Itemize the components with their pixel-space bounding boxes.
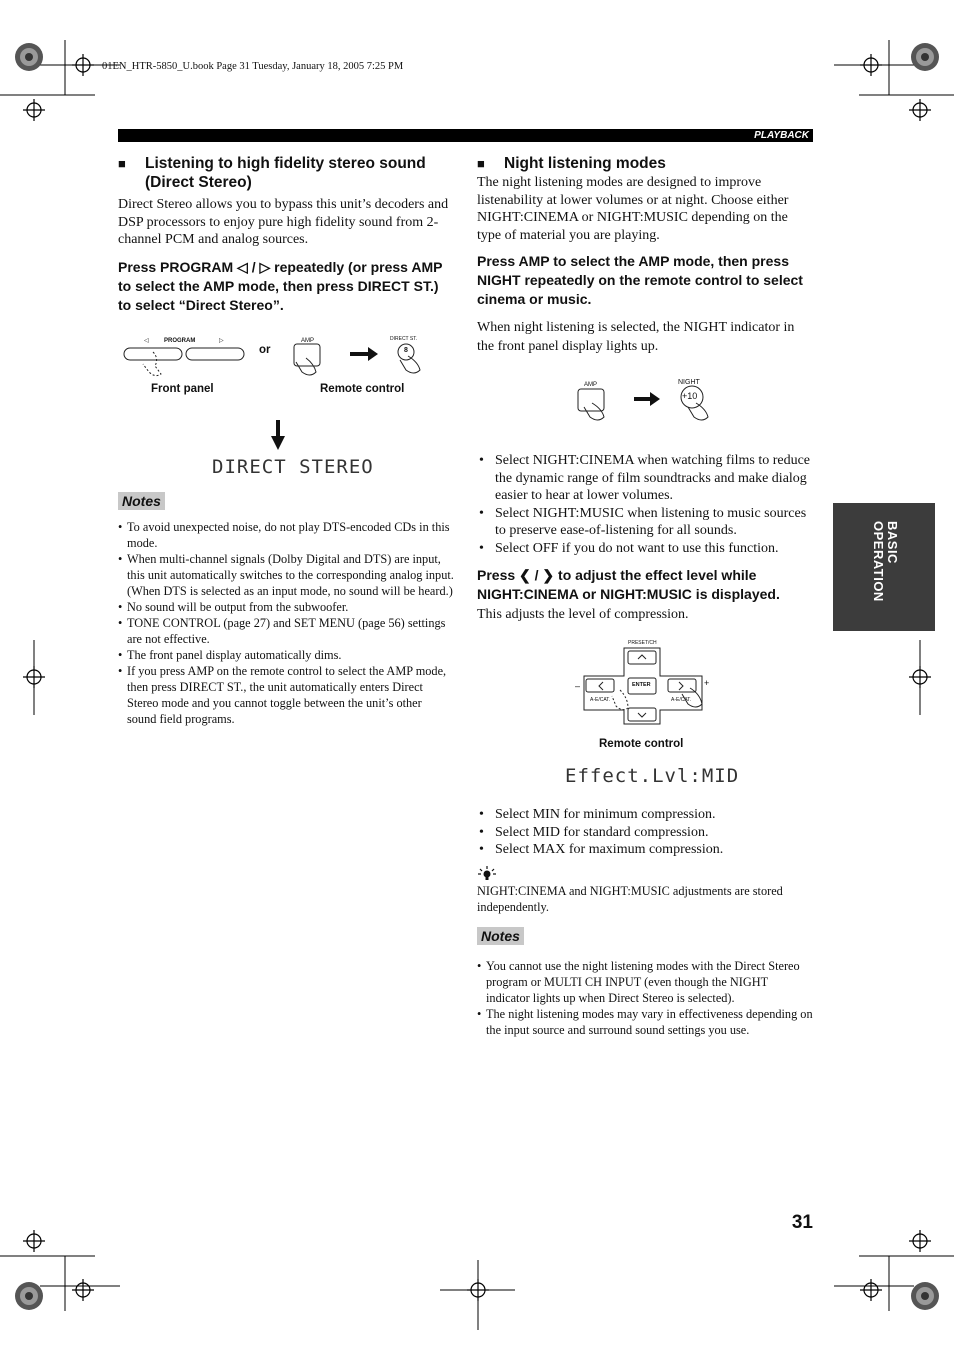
effect-level-display: Effect.Lvl:MID bbox=[565, 765, 740, 787]
left-notes-tag bbox=[118, 492, 165, 511]
minus-label: – bbox=[575, 681, 581, 691]
program-right-arrow: ▷ bbox=[219, 338, 224, 344]
right-column-mid bbox=[477, 566, 813, 624]
left-column bbox=[118, 154, 454, 315]
section-label: PLAYBACK bbox=[754, 130, 809, 141]
right-notes-title: Notes bbox=[477, 927, 524, 945]
night-bullet-item: • Select NIGHT:CINEMA when watching films to reduce the dynamic range of film soundtracks and make dialog easier to hear at lower volumes. bbox=[477, 452, 813, 505]
night-bullet-item: • Select OFF if you do not want to use this function. bbox=[477, 540, 813, 558]
night-heading-text: Night listening modes bbox=[504, 155, 666, 172]
side-tab-label: BASIC OPERATION bbox=[871, 521, 900, 602]
aecat-right-label: A-E/CAT. bbox=[671, 697, 692, 703]
remote-control-label: Remote control bbox=[320, 383, 405, 395]
heading-line-1: Listening to high fidelity stereo sound bbox=[145, 155, 426, 172]
down-arrow-icon bbox=[271, 420, 285, 455]
right-note-item: • You cannot use the night listening modes with the Direct Stereo program or MULTI CH INPUT (even though the NIGHT indicator lights up when Direct Stereo is selected). bbox=[477, 958, 813, 1006]
night-heading bbox=[477, 154, 813, 173]
program-right-button bbox=[186, 348, 244, 360]
direct-st-label: DIRECT ST. bbox=[390, 336, 418, 342]
page-number: 31 bbox=[791, 1212, 813, 1233]
left-notes-list bbox=[118, 519, 454, 727]
sequence-arrow bbox=[350, 347, 378, 361]
night-bullets bbox=[477, 452, 813, 558]
night-figure bbox=[570, 375, 730, 427]
program-left-button bbox=[124, 348, 182, 360]
tip-text: NIGHT:CINEMA and NIGHT:MUSIC adjustments are stored independently. bbox=[477, 884, 783, 914]
section-bar bbox=[118, 129, 813, 142]
direct-stereo-figure bbox=[118, 330, 454, 410]
amp-remote-button bbox=[294, 344, 320, 366]
compression-bullet-item: • Select MAX for maximum compression. bbox=[477, 841, 813, 859]
amp-label: AMP bbox=[584, 382, 598, 388]
aecat-left-label: A-E/CAT. bbox=[590, 697, 611, 703]
side-tab bbox=[833, 503, 935, 631]
amp-label: AMP bbox=[301, 338, 315, 344]
direct-stereo-instruction: Press PROGRAM ◁ / ▷ repeatedly (or press AMP to select the AMP mode, then press DIRECT ST.) to select “Direct Stereo”. bbox=[118, 258, 443, 313]
heading-marker: ■ bbox=[118, 156, 126, 171]
right-notes-list bbox=[477, 958, 813, 1038]
plus-ten-label: +10 bbox=[682, 391, 698, 401]
night-bullet-item: • Select NIGHT:MUSIC when listening to music sources to preserve ease-of-listening for all sounds. bbox=[477, 505, 813, 540]
down-button bbox=[628, 708, 656, 721]
sequence-arrow bbox=[634, 392, 660, 406]
left-note-item: • When multi-channel signals (Dolby Digital and DTS) are input, this unit automatically switches to the corresponding analog input. (When DTS is selected as an input mode, no sound will be heard.) bbox=[118, 551, 454, 599]
left-note-item: • TONE CONTROL (page 27) and SET MENU (page 56) settings are not effective. bbox=[118, 615, 454, 647]
night-label: NIGHT bbox=[678, 379, 700, 386]
right-notes-tag bbox=[477, 927, 524, 946]
night-intro: The night listening modes are designed to improve listenability at lower volumes or at night. Choose either NIGHT:CINEMA or NIGHT:MUSIC depending on the type of material you are playing. bbox=[477, 175, 789, 243]
cursor-pad-figure bbox=[572, 638, 722, 730]
night-para-3: This adjusts the level of compression. bbox=[477, 607, 689, 622]
compression-bullets bbox=[477, 806, 813, 859]
direct-stereo-display: DIRECT STEREO bbox=[212, 456, 374, 478]
night-instruction-1: Press AMP to select the AMP mode, then press NIGHT repeatedly on the remote control to select cinema or music. bbox=[477, 253, 803, 308]
left-note-item: • If you press AMP on the remote control to select the AMP mode, then press DIRECT ST., the unit automatically enters Direct Stereo mode and you cannot toggle between the unit’s other sound field programs. bbox=[118, 663, 454, 727]
program-left-arrow: ◁ bbox=[144, 338, 149, 344]
remote-control-label-2: Remote control bbox=[599, 738, 684, 750]
plus-label: + bbox=[704, 678, 710, 688]
night-instruction-2-line-2: NIGHT:CINEMA or NIGHT:MUSIC is displayed. bbox=[477, 586, 780, 602]
left-note-item: • The front panel display automatically dims. bbox=[118, 647, 454, 663]
left-notes-title: Notes bbox=[118, 492, 165, 510]
button-number: 8 bbox=[404, 347, 408, 354]
heading-marker: ■ bbox=[477, 156, 485, 171]
up-button bbox=[628, 651, 656, 664]
amp-remote-button bbox=[578, 389, 604, 411]
right-note-item: • The night listening modes may vary in effectiveness depending on the input source and surround sound settings you use. bbox=[477, 1006, 813, 1038]
program-label: PROGRAM bbox=[164, 338, 196, 344]
night-para-2: When night listening is selected, the NIGHT indicator in the front panel display lights up. bbox=[477, 320, 795, 355]
right-column-top bbox=[477, 154, 813, 356]
enter-label: ENTER bbox=[632, 682, 651, 688]
compression-bullet-item: • Select MID for standard compression. bbox=[477, 824, 813, 842]
direct-stereo-intro: Direct Stereo allows you to bypass this unit’s decoders and DSP processors to enjoy pure high fidelity sound from 2-channel PCM and analog sources. bbox=[118, 197, 449, 248]
preset-ch-label: PRESET/CH bbox=[628, 640, 657, 646]
or-label: or bbox=[259, 344, 271, 356]
front-panel-label: Front panel bbox=[151, 383, 214, 395]
direct-stereo-heading bbox=[118, 154, 454, 192]
left-note-item: • To avoid unexpected noise, do not play DTS-encoded CDs in this mode. bbox=[118, 519, 454, 551]
file-info: 01EN_HTR-5850_U.book Page 31 Tuesday, January 18, 2005 7:25 PM bbox=[102, 61, 404, 72]
left-note-item: • No sound will be output from the subwoofer. bbox=[118, 599, 454, 615]
heading-line-2: (Direct Stereo) bbox=[145, 174, 252, 191]
night-instruction-2-line-1: Press ❮ / ❯ to adjust the effect level while bbox=[477, 567, 757, 583]
compression-bullet-item: • Select MIN for minimum compression. bbox=[477, 806, 813, 824]
